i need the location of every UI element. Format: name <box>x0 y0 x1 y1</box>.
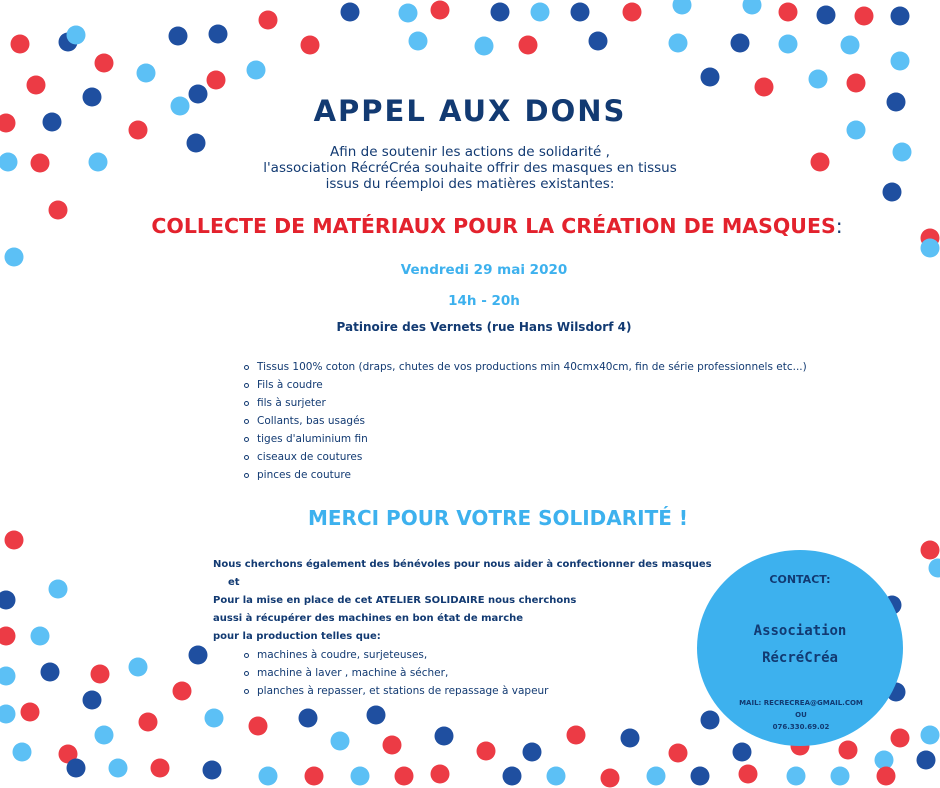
confetti-dot <box>701 68 720 87</box>
event-place: Patinoire des Vernets (rue Hans Wilsdorf 4) <box>336 320 632 334</box>
confetti-dot <box>95 54 114 73</box>
confetti-dot <box>129 658 148 677</box>
confetti-dot <box>137 64 156 83</box>
confetti-dot <box>523 743 542 762</box>
intro-line: issus du réemploi des matières existantes: <box>325 176 615 192</box>
confetti-dot <box>0 705 16 724</box>
list-item: planches à repasser, et stations de repassage à vapeur <box>244 682 743 700</box>
collecte-heading <box>0 214 940 238</box>
confetti-dot <box>109 759 128 778</box>
confetti-dot <box>621 729 640 748</box>
confetti-dot <box>921 239 940 258</box>
confetti-dot <box>475 37 494 56</box>
list-item: Tissus 100% coton (draps, chutes de vos productions min 40cmx40cm, fin de série professionnels etc...) <box>244 358 807 376</box>
confetti-dot <box>395 767 414 786</box>
confetti-dot <box>841 36 860 55</box>
volunteer-line: Nous cherchons également des bénévoles pour nous aider à confectionner des masques <box>213 559 712 570</box>
confetti-dot <box>531 3 550 22</box>
contact-association-name <box>697 618 903 672</box>
confetti-dot <box>431 765 450 784</box>
confetti-dot <box>875 751 894 770</box>
confetti-dot <box>399 4 418 23</box>
contact-name-line: Association <box>753 623 847 639</box>
confetti-dot <box>839 741 858 760</box>
confetti-dot <box>351 767 370 786</box>
contact-or: OU <box>795 711 807 719</box>
confetti-dot <box>831 767 850 786</box>
confetti-dot <box>431 1 450 20</box>
confetti-dot <box>89 153 108 172</box>
confetti-dot <box>589 32 608 51</box>
confetti-dot <box>739 765 758 784</box>
list-item: pinces de couture <box>244 466 807 484</box>
confetti-dot <box>11 35 30 54</box>
confetti-dot <box>27 76 46 95</box>
confetti-dot <box>847 74 866 93</box>
confetti-dot <box>787 767 806 786</box>
confetti-dot <box>503 767 522 786</box>
confetti-dot <box>743 0 762 15</box>
thanks-heading: MERCI POUR VOTRE SOLIDARITÉ ! <box>307 506 688 530</box>
confetti-dot <box>571 3 590 22</box>
confetti-dot <box>409 32 428 51</box>
confetti-dot <box>855 7 874 26</box>
confetti-dot <box>731 34 750 53</box>
confetti-dot <box>205 709 224 728</box>
contact-email[interactable]: MAIL: RECRECREA@GMAIL.COM <box>739 699 863 707</box>
confetti-dot <box>519 36 538 55</box>
confetti-dot <box>331 732 350 751</box>
intro-line: l'association RécréCréa souhaite offrir des masques en tissus <box>263 160 677 176</box>
list-item: tiges d'aluminium fin <box>244 430 807 448</box>
confetti-dot <box>31 627 50 646</box>
contact-name-line: RécréCréa <box>762 650 838 666</box>
confetti-dot <box>669 34 688 53</box>
confetti-dot <box>49 580 68 599</box>
confetti-dot <box>249 717 268 736</box>
confetti-dot <box>891 52 910 71</box>
confetti-dot <box>669 744 688 763</box>
confetti-dot <box>883 183 902 202</box>
list-item: ciseaux de coutures <box>244 448 807 466</box>
machines-list <box>244 646 743 700</box>
confetti-dot <box>305 767 324 786</box>
confetti-dot <box>95 726 114 745</box>
confetti-dot <box>917 751 936 770</box>
confetti-dot <box>247 61 266 80</box>
volunteer-line: et <box>228 577 240 588</box>
materials-list <box>244 358 807 484</box>
confetti-dot <box>259 767 278 786</box>
confetti-dot <box>367 706 386 725</box>
confetti-dot <box>673 0 692 15</box>
volunteer-line: pour la production telles que: <box>213 631 381 642</box>
page-title: APPEL AUX DONS <box>313 94 627 128</box>
confetti-dot <box>173 682 192 701</box>
confetti-dot <box>139 713 158 732</box>
confetti-dot <box>13 743 32 762</box>
confetti-dot <box>817 6 836 25</box>
confetti-dot <box>83 691 102 710</box>
confetti-dot <box>929 559 940 578</box>
confetti-dot <box>209 25 228 44</box>
collecte-heading-colon: : <box>835 214 843 238</box>
contact-details <box>697 697 905 733</box>
confetti-dot <box>169 27 188 46</box>
contact-circle <box>697 550 903 746</box>
list-item: Collants, bas usagés <box>244 412 807 430</box>
confetti-dot <box>341 3 360 22</box>
confetti-dot <box>151 759 170 778</box>
confetti-dot <box>21 703 40 722</box>
confetti-dot <box>203 761 222 780</box>
confetti-dot <box>893 143 912 162</box>
confetti-dot <box>601 769 620 788</box>
confetti-dot <box>921 541 940 560</box>
confetti-dot <box>647 767 666 786</box>
confetti-dot <box>5 531 24 550</box>
intro-text <box>200 144 740 192</box>
confetti-dot <box>0 627 16 646</box>
confetti-dot <box>779 35 798 54</box>
list-item: machine à laver , machine à sécher, <box>244 664 743 682</box>
volunteer-line: aussi à récupérer des machines en bon état de marche <box>213 613 524 624</box>
contact-label: CONTACT: <box>769 573 831 586</box>
confetti-dot <box>189 646 208 665</box>
confetti-dot <box>921 726 940 745</box>
confetti-dot <box>811 153 830 172</box>
confetti-dot <box>91 665 110 684</box>
list-item: fils à surjeter <box>244 394 807 412</box>
confetti-dot <box>0 667 16 686</box>
confetti-dot <box>691 767 710 786</box>
confetti-dot <box>567 726 586 745</box>
volunteer-line: Pour la mise en place de cet ATELIER SOLIDAIRE nous cherchons <box>213 595 577 606</box>
confetti-dot <box>891 7 910 26</box>
confetti-dot <box>41 663 60 682</box>
confetti-dot <box>301 36 320 55</box>
confetti-dot <box>0 153 18 172</box>
confetti-dot <box>477 742 496 761</box>
confetti-dot <box>67 26 86 45</box>
confetti-dot <box>67 759 86 778</box>
intro-line: Afin de soutenir les actions de solidarité , <box>330 144 610 160</box>
confetti-dot <box>207 71 226 90</box>
confetti-dot <box>299 709 318 728</box>
confetti-dot <box>733 743 752 762</box>
collecte-heading-text: COLLECTE DE MATÉRIAUX POUR LA CRÉATION DE MASQUES <box>151 214 836 238</box>
confetti-dot <box>435 727 454 746</box>
confetti-dot <box>31 154 50 173</box>
contact-phone[interactable]: 076.330.69.02 <box>772 723 830 731</box>
confetti-dot <box>383 736 402 755</box>
confetti-dot <box>809 70 828 89</box>
confetti-dot <box>623 3 642 22</box>
confetti-dot <box>259 11 278 30</box>
event-hours: 14h - 20h <box>448 293 520 309</box>
confetti-dot <box>0 591 16 610</box>
confetti-dot <box>779 3 798 22</box>
list-item: machines à coudre, surjeteuses, <box>244 646 743 664</box>
volunteer-section <box>213 556 712 700</box>
confetti-dot <box>491 3 510 22</box>
confetti-dot <box>547 767 566 786</box>
confetti-dot <box>877 767 896 786</box>
event-date: Vendredi 29 mai 2020 <box>400 262 568 278</box>
list-item: Fils à coudre <box>244 376 807 394</box>
